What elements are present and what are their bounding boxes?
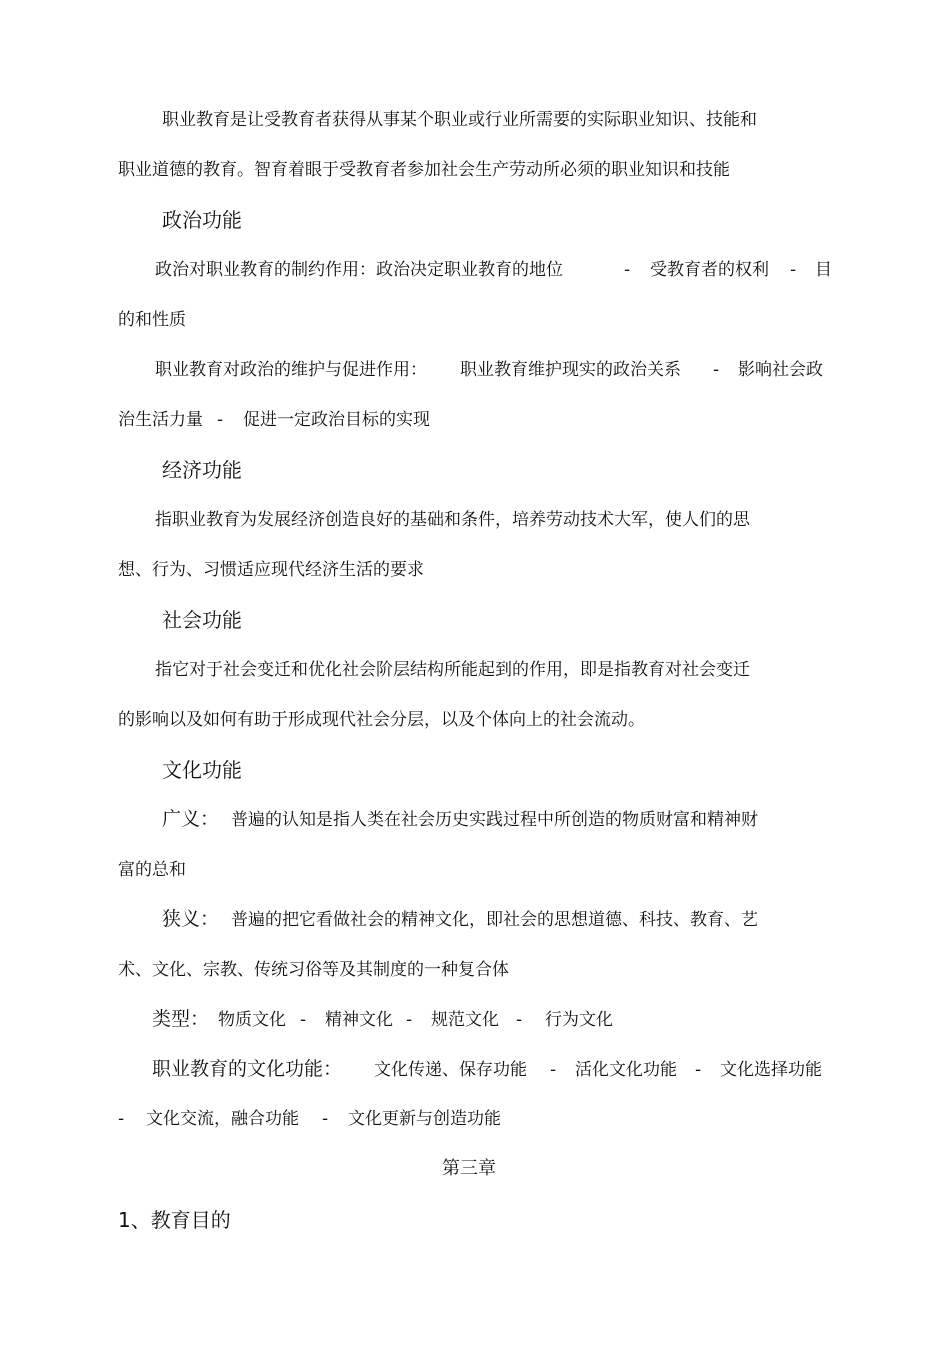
functions-label: 职业教育的文化功能： [152,1058,343,1080]
function-sep: - [550,1060,557,1080]
narrow-label: 狭义： [162,908,220,930]
type-sep: - [300,1010,307,1030]
function-item: 活化文化功能 [575,1060,677,1080]
economic-line-1: 指职业教育为发展经济创造良好的基础和条件，培养劳动技术大军，使人们的思 [155,510,750,530]
narrow-line-2: 术、文化、宗教、传统习俗等及其制度的一种复合体 [118,960,509,980]
political-p1-sep2: - [790,260,797,280]
section-heading: 1、教育目的 [118,1208,231,1232]
economic-line-2: 想、行为、习惯适应现代经济生活的要求 [118,560,424,580]
political-p2-line-2-c: 促进一定政治目标的实现 [243,410,430,430]
type-sep: - [516,1010,523,1030]
political-p1-a: 政治对职业教育的制约作用：政治决定职业教育的地位 [155,260,563,280]
broad-line-1: 普遍的认知是指人类在社会历史实践过程中所创造的物质财富和精神财 [231,810,758,830]
heading-economic: 经济功能 [162,458,242,482]
broad-line-2: 富的总和 [118,860,186,880]
social-line-2: 的影响以及如何有助于形成现代社会分层，以及个体向上的社会流动。 [118,710,645,730]
heading-political: 政治功能 [162,208,242,232]
function-item: 文化选择功能 [720,1060,822,1080]
function-sep: - [322,1109,329,1129]
political-p2-d: 影响社会政 [738,360,823,380]
intro-line-2: 职业道德的教育。智育着眼于受教育者参加社会生产劳动所必须的职业知识和技能 [118,160,730,180]
function-item: 文化传递、保存功能 [374,1060,527,1080]
types-label: 类型： [152,1008,210,1030]
broad-label: 广义： [162,808,220,830]
political-p2-a: 职业教育对政治的维护与促进作用： [155,360,427,380]
intro-line-1: 职业教育是让受教育者获得从事某个职业或行业所需要的实际职业知识、技能和 [162,110,757,130]
heading-cultural: 文化功能 [162,758,242,782]
function-sep: - [695,1060,702,1080]
political-p1-line-2: 的和性质 [118,310,186,330]
political-p2-sep: - [713,360,720,380]
political-p2-line-2-a: 治生活力量 [118,410,203,430]
social-line-1: 指它对于社会变迁和优化社会阶层结构所能起到的作用，即是指教育对社会变迁 [155,660,750,680]
political-p1-e: 目 [815,260,832,280]
political-p2-line-2-sep: - [217,410,224,430]
type-item: 行为文化 [545,1010,613,1030]
type-item: 精神文化 [325,1010,393,1030]
political-p1-c: 受教育者的权利 [650,260,769,280]
chapter-title: 第三章 [442,1158,496,1179]
function-item: 文化交流，融合功能 [146,1109,299,1129]
type-item: 物质文化 [218,1010,286,1030]
type-sep: - [406,1010,413,1030]
type-item: 规范文化 [431,1010,499,1030]
political-p2-b: 职业教育维护现实的政治关系 [460,360,681,380]
heading-social: 社会功能 [162,608,242,632]
function-sep: - [118,1109,125,1129]
function-item: 文化更新与创造功能 [348,1109,501,1129]
political-p1-sep1: - [624,260,631,280]
narrow-line-1: 普遍的把它看做社会的精神文化，即社会的思想道德、科技、教育、艺 [231,910,758,930]
